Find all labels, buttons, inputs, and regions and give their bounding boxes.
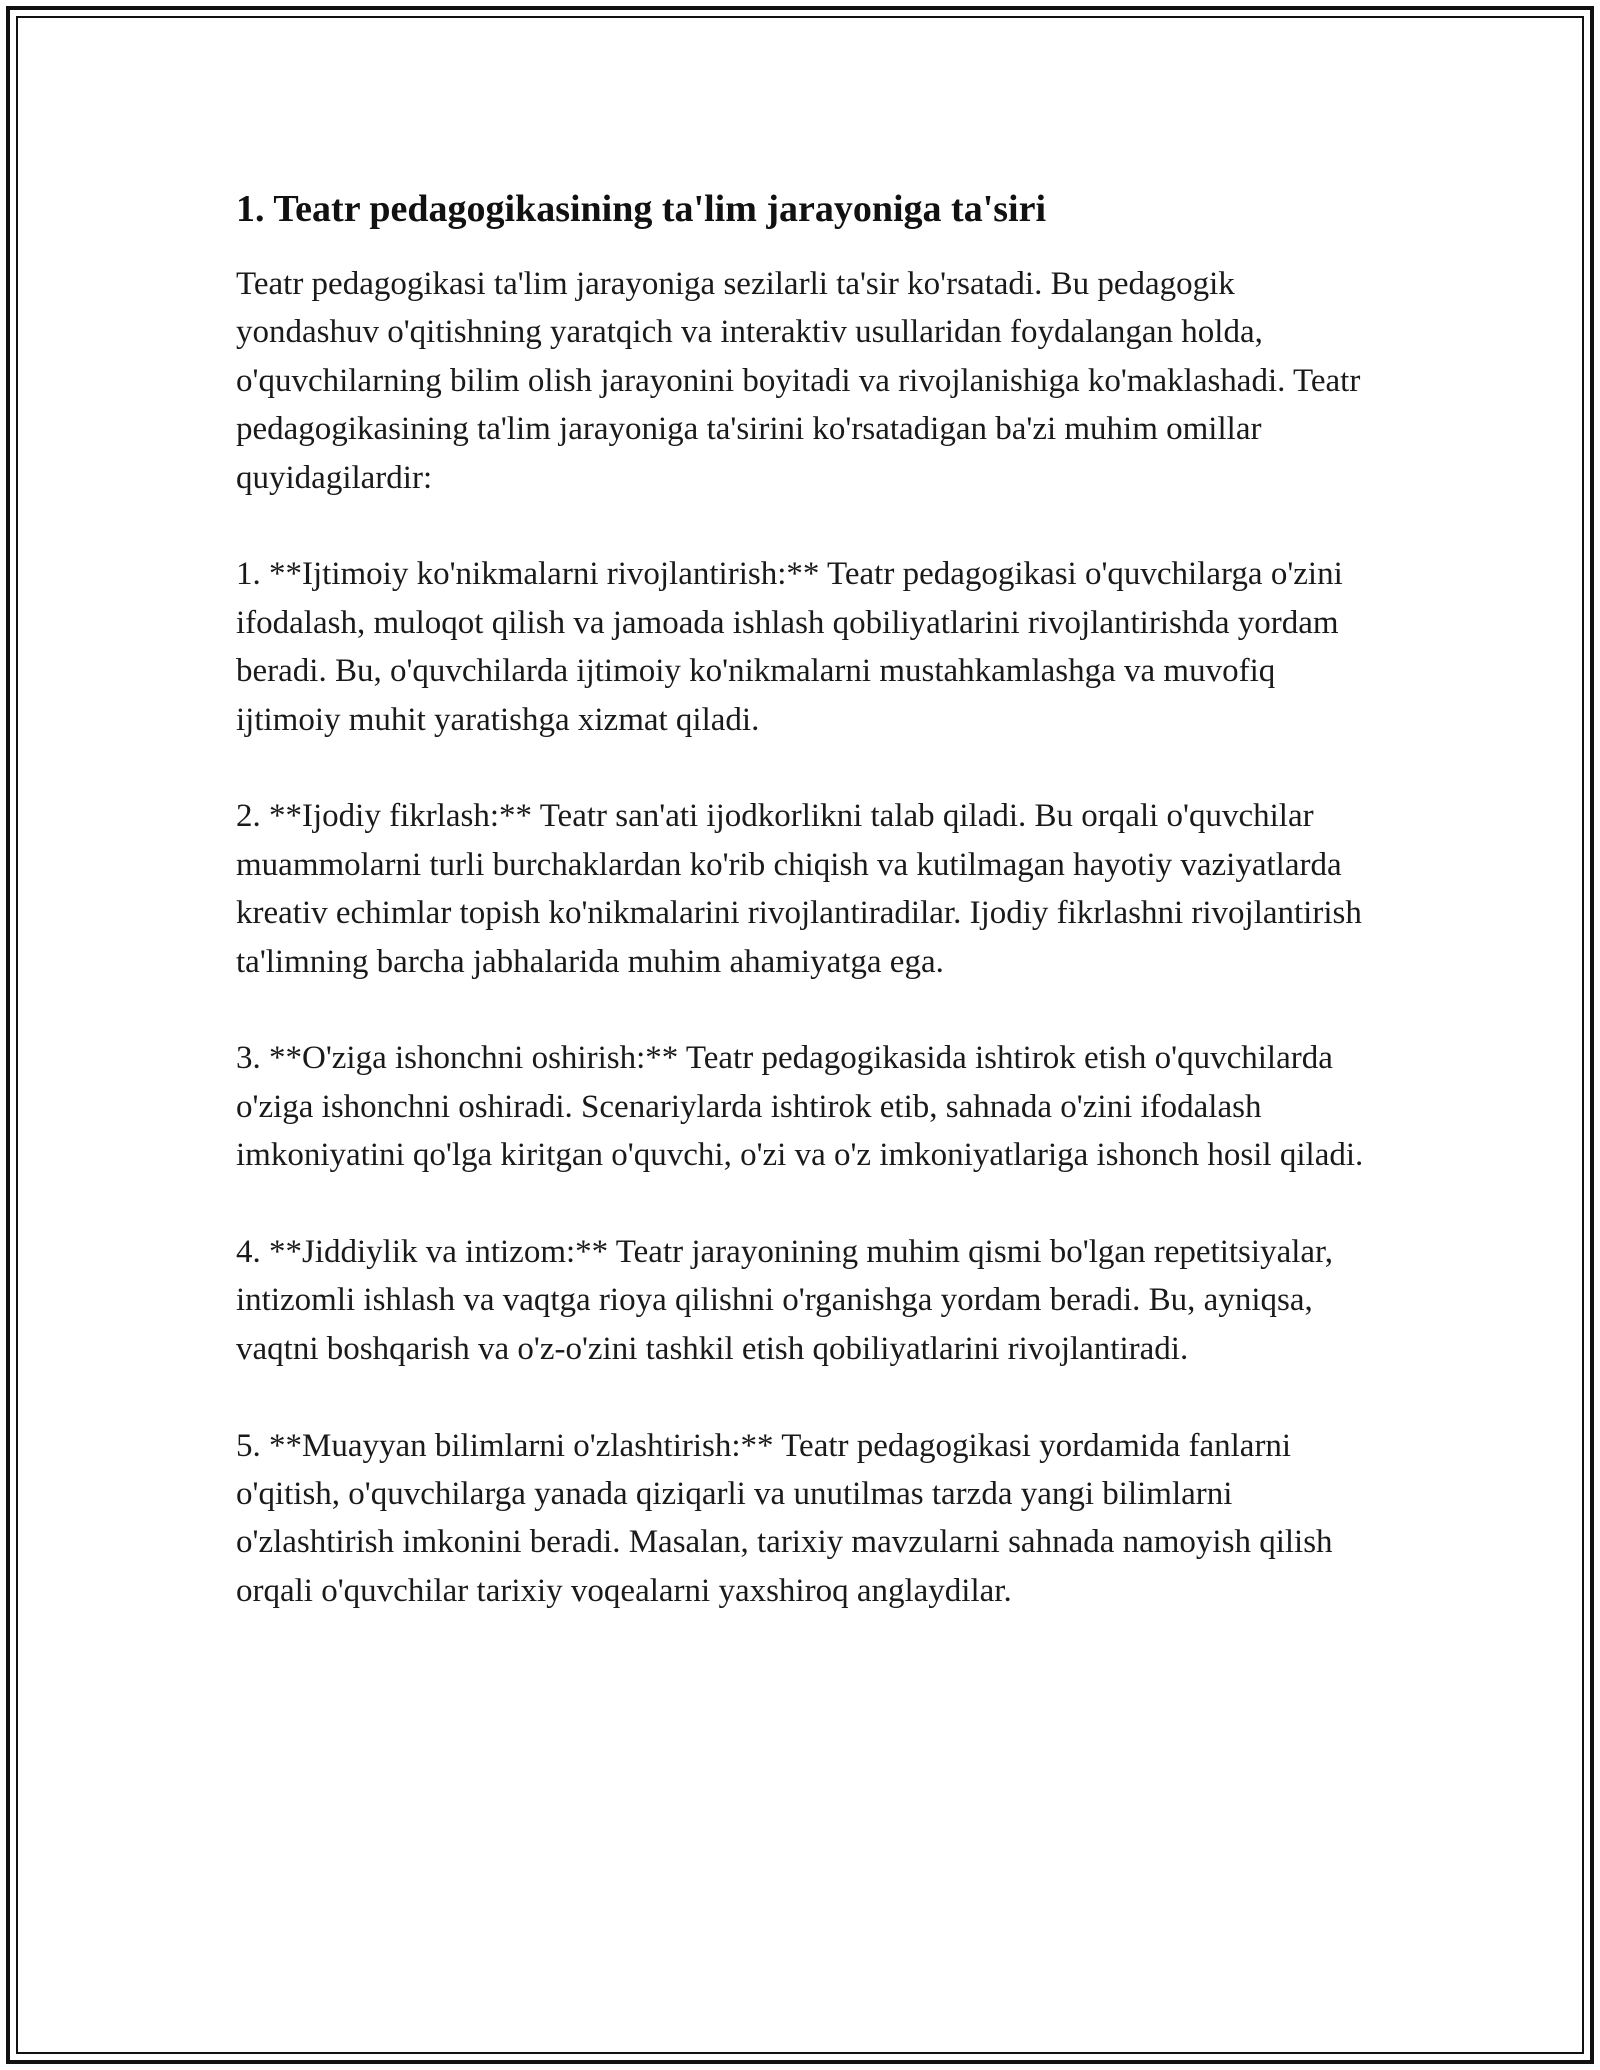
list-item-self-confidence: 3. **O'ziga ishonchni oshirish:** Teatr pedagogikasida ishtirok etish o'quvchilarda o'ziga ishonchni oshiradi. Scenariylarda ishtirok etib, sahnada o'zini ifodalash imkoniyatini qo'lga kiritgan o'quvchi, o'zi va o'z imkoniyatlariga ishonch hosil qiladi. — [236, 1040, 1364, 1174]
document-body — [236, 186, 1386, 1615]
list-item-creative-thinking: 2. **Ijodiy fikrlash:** Teatr san'ati ijodkorlikni talab qiladi. Bu orqali o'quvchilar muammolarni turli burchaklardan ko'rib chiqish va kutilmagan hayotiy vaziyatlarda kreativ echimlar topish ko'nikmalarini rivojlantiradilar. Ijodiy fikrlashni rivojlantirish ta'limning barcha jabhalarida muhim ahamiyatga ega. — [236, 798, 1362, 980]
list-item-discipline: 4. **Jiddiylik va intizom:** Teatr jarayonining muhim qismi bo'lgan repetitsiyalar, intizomli ishlash va vaqtga rioya qilishni o'rganishga yordam beradi. Bu, ayniqsa, vaqtni boshqarish va o'z-o'zini tashkil etish qobiliyatlarini rivojlantiradi. — [236, 1234, 1333, 1367]
list-item-knowledge-acquisition: 5. **Muayyan bilimlarni o'zlashtirish:** Teatr pedagogikasi yordamida fanlarni o'qitish, o'quvchilarga yanada qiziqarli va unutilmas tarzda yangi bilimlarni o'zlashtirish imkonini beradi. Masalan, tarixiy mavzularni sahnada namoyish qilish orqali o'quvchilar tarixiy voqealarni yaxshiroq anglaydilar. — [236, 1427, 1333, 1609]
section-heading: 1. Teatr pedagogikasining ta'lim jarayoniga ta'siri — [236, 188, 1047, 230]
intro-paragraph: Teatr pedagogikasi ta'lim jarayoniga sezilarli ta'sir ko'rsatadi. Bu pedagogik yondashuv o'qitishning yaratqich va interaktiv usullaridan foydalangan holda, o'quvchilarning bilim olish jarayonini boyitadi va rivojlanishiga ko'maklashadi. Teatr pedagogikasining ta'lim jarayoniga ta'sirini ko'rsatadigan ba'zi muhim omillar quyidagilardir: — [236, 266, 1361, 496]
list-item-social-skills: 1. **Ijtimoiy ko'nikmalarni rivojlantirish:** Teatr pedagogikasi o'quvchilarga o'zini ifodalash, muloqot qilish va jamoada ishlash qobiliyatlarini rivojlantirishda yordam beradi. Bu, o'quvchilarda ijtimoiy ko'nikmalarni mustahkamlashga va muvofiq ijtimoiy muhit yaratishga xizmat qiladi. — [236, 556, 1343, 738]
